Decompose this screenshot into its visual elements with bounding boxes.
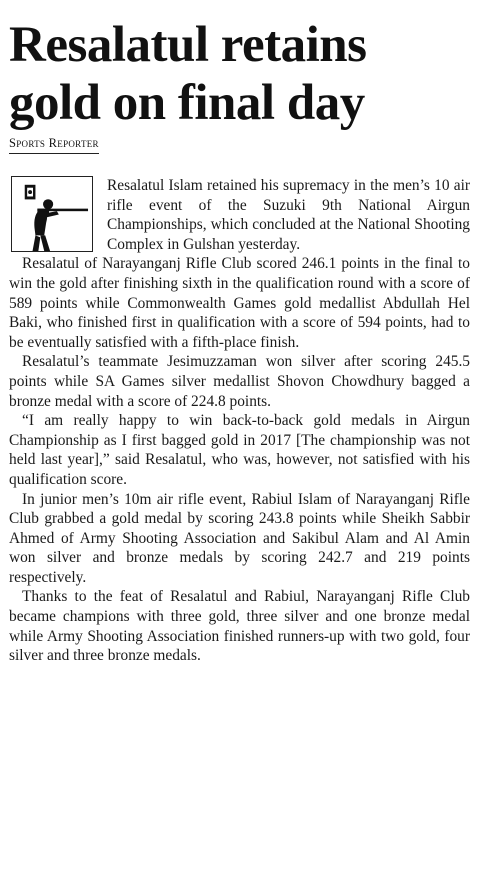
byline: Sports Reporter (9, 136, 99, 154)
headline-line-1: Resalatul retains (9, 17, 367, 73)
headline-line-2: gold on final day (9, 75, 365, 131)
article-body (9, 176, 470, 666)
paragraph: Resalatul’s teammate Jesimuzzaman won silver after scoring 245.5 points while SA Games silver medallist Shovon Chowdhury bagged a bronze medal with a score of 224.8 points. (9, 353, 470, 410)
paragraph: Resalatul Islam retained his supremacy in the men’s 10 air rifle event of the Suzuki 9th National Airgun Championships, which concluded at the National Shooting Complex in Gulshan yesterday. (107, 177, 470, 253)
air-rifle-shooter-icon (11, 176, 93, 252)
paragraph: Thanks to the feat of Resalatul and Rabiul, Narayanganj Rifle Club became champions with three gold, three silver and one bronze medal while Army Shooting Association finished runners-up with two gold, four silver and three bronze medals. (9, 588, 470, 665)
headline (9, 16, 470, 132)
paragraph: Resalatul of Narayanganj Rifle Club scored 246.1 points in the final to win the gold after finishing sixth in the qualification round with a score of 589 points while Commonwealth Games gold medallist Abdullah Hel Baki, who finished first in qualification with a score of 594 points, had to be eventually satisfied with a fifth-place finish. (9, 255, 470, 351)
paragraph: In junior men’s 10m air rifle event, Rabiul Islam of Narayanganj Rifle Club grabbed a gold medal by scoring 243.8 points while Sheikh Sabbir Ahmed of Army Shooting Association and Sakibul Alam and Al Amin won silver and bronze medals by scoring 242.7 and 219 points respectively. (9, 490, 470, 586)
paragraph: “I am really happy to win back-to-back gold medals in Airgun Championship as I first bagged gold in 2017 [The championship was not held last year],” said Resalatul, who was, however, not satisfied with his qualification score. (9, 412, 470, 488)
